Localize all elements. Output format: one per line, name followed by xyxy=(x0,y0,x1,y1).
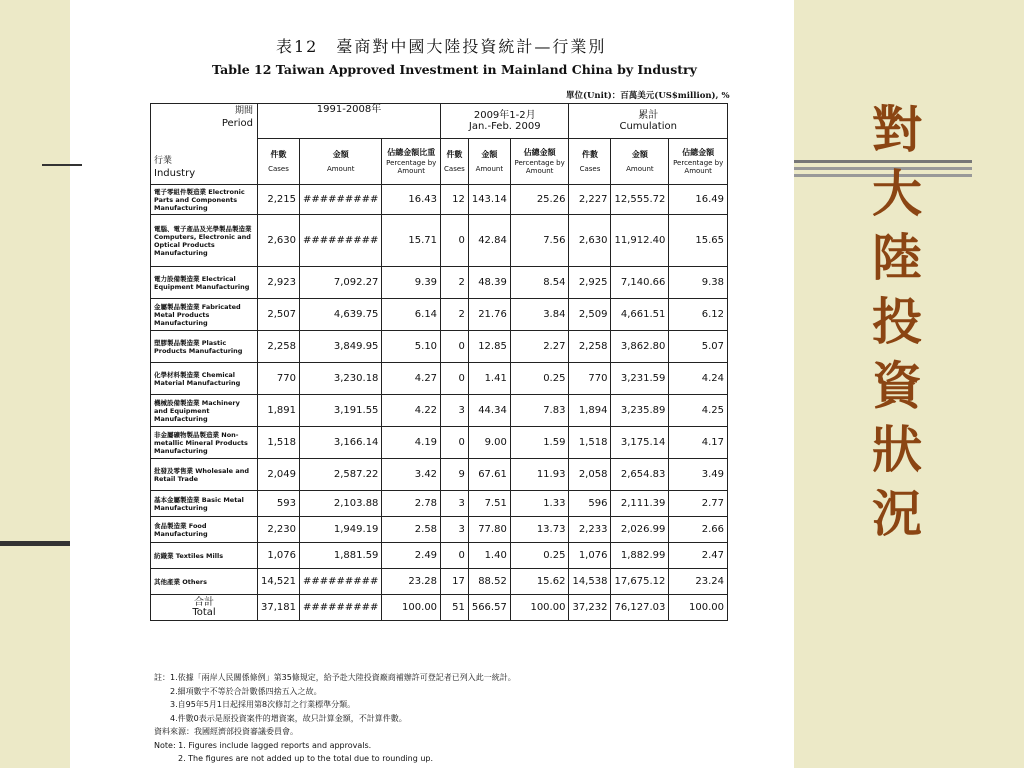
group-header-en: Cumulation xyxy=(619,121,677,132)
industry-cell: 化學材料製造業 Chemical Material Manufacturing xyxy=(151,363,258,395)
industry-cell: 批發及零售業 Wholesale and Retail Trade xyxy=(151,459,258,491)
value-cell: 2,049 xyxy=(258,459,300,491)
title-char: 資 xyxy=(872,356,922,415)
group-header xyxy=(258,104,441,139)
value-cell: 593 xyxy=(258,491,300,517)
group-header-en: Jan.-Feb. 2009 xyxy=(468,121,541,132)
value-cell: 1,891 xyxy=(258,395,300,427)
value-cell: 3 xyxy=(441,517,469,543)
value-cell: 1.59 xyxy=(510,427,569,459)
value-cell: 2.78 xyxy=(382,491,441,517)
value-cell: 14,521 xyxy=(258,569,300,595)
value-cell: 1,894 xyxy=(569,395,611,427)
total-value-cell: 566.57 xyxy=(468,595,510,621)
value-cell: 7.56 xyxy=(510,215,569,267)
left-decor-band xyxy=(0,0,70,768)
value-cell: 2,258 xyxy=(569,331,611,363)
value-cell: 23.28 xyxy=(382,569,441,595)
value-cell: 4,639.75 xyxy=(300,299,382,331)
value-cell: 25.26 xyxy=(510,185,569,215)
value-cell: 7.51 xyxy=(468,491,510,517)
note-line: 資料來源：我國經濟部投資審議委員會。 xyxy=(154,727,298,736)
value-cell: 2.66 xyxy=(669,517,728,543)
value-cell: 2,509 xyxy=(569,299,611,331)
unit-label: 單位(Unit)：百萬美元(US$million), % xyxy=(566,91,730,101)
value-cell: 2,923 xyxy=(258,267,300,299)
value-cell: 7.83 xyxy=(510,395,569,427)
value-cell: 88.52 xyxy=(468,569,510,595)
total-value-cell: 100.00 xyxy=(669,595,728,621)
table-row xyxy=(151,267,728,299)
value-cell: 7,140.66 xyxy=(611,267,669,299)
investment-table xyxy=(150,103,728,621)
subheader-cell: 佔總金額比重 Percentage by Amount xyxy=(382,139,441,185)
value-cell: 3,175.14 xyxy=(611,427,669,459)
value-cell: 3.49 xyxy=(669,459,728,491)
value-cell: 3,235.89 xyxy=(611,395,669,427)
value-cell: 2,654.83 xyxy=(611,459,669,491)
subheader-cell: 金額 Amount xyxy=(300,139,382,185)
table-row xyxy=(151,363,728,395)
value-cell: 3,849.95 xyxy=(300,331,382,363)
industry-cell: 食品製造業 Food Manufacturing xyxy=(151,517,258,543)
title-char: 大 xyxy=(872,164,922,223)
value-cell: 4,661.51 xyxy=(611,299,669,331)
value-cell: 0.25 xyxy=(510,543,569,569)
value-cell: 9 xyxy=(441,459,469,491)
value-cell: 9.00 xyxy=(468,427,510,459)
industry-cell: 電子零組件製造業 Electronic Parts and Components Manufacturing xyxy=(151,185,258,215)
industry-cell: 紡織業 Textiles Mills xyxy=(151,543,258,569)
subheader-cell: 金額 Amount xyxy=(611,139,669,185)
value-cell: 2,587.22 xyxy=(300,459,382,491)
value-cell: 15.65 xyxy=(669,215,728,267)
table-row xyxy=(151,543,728,569)
note-line: 2. The figures are not added up to the total due to rounding up. xyxy=(154,754,434,763)
value-cell: 12,555.72 xyxy=(611,185,669,215)
value-cell: 1,518 xyxy=(258,427,300,459)
value-cell: 8.54 xyxy=(510,267,569,299)
value-cell: 3,230.18 xyxy=(300,363,382,395)
corner-header xyxy=(151,104,258,185)
value-cell: 2,925 xyxy=(569,267,611,299)
value-cell: 1,518 xyxy=(569,427,611,459)
value-cell: 4.24 xyxy=(669,363,728,395)
title-char: 況 xyxy=(872,484,922,543)
table-row xyxy=(151,215,728,267)
value-cell: 67.61 xyxy=(468,459,510,491)
value-cell: 770 xyxy=(569,363,611,395)
value-cell: 1.41 xyxy=(468,363,510,395)
title-char: 對 xyxy=(872,100,922,159)
table-title-chinese: 表12 臺商對中國大陸投資統計—行業別 xyxy=(276,37,607,56)
value-cell: 0 xyxy=(441,543,469,569)
note-line: 4.件數0表示是原投資案件的增資案，故只計算金額，不計算件數。 xyxy=(154,713,407,723)
value-cell: 4.25 xyxy=(669,395,728,427)
total-row xyxy=(151,595,728,621)
group-header-cn: 2009年1-2月 xyxy=(473,110,536,121)
table-row xyxy=(151,395,728,427)
value-cell: 3,862.80 xyxy=(611,331,669,363)
table-row xyxy=(151,459,728,491)
value-cell: 1,076 xyxy=(569,543,611,569)
value-cell: 2,630 xyxy=(569,215,611,267)
value-cell: 2,058 xyxy=(569,459,611,491)
subheader-cell: 件數 Cases xyxy=(258,139,300,185)
value-cell: 2,026.99 xyxy=(611,517,669,543)
group-header-cn: 1991-2008年 xyxy=(316,104,382,115)
total-value-cell: ######### xyxy=(300,595,382,621)
industry-cell: 其他產業 Others xyxy=(151,569,258,595)
value-cell: 2 xyxy=(441,267,469,299)
note-line: 2.細項數字不等於合計數係四捨五入之故。 xyxy=(154,686,322,696)
value-cell: 770 xyxy=(258,363,300,395)
value-cell: 0 xyxy=(441,427,469,459)
value-cell: ######### xyxy=(300,569,382,595)
total-value-cell: 100.00 xyxy=(510,595,569,621)
value-cell: 3 xyxy=(441,491,469,517)
value-cell: 12 xyxy=(441,185,469,215)
value-cell: 1,076 xyxy=(258,543,300,569)
value-cell: 3.84 xyxy=(510,299,569,331)
value-cell: 2.47 xyxy=(669,543,728,569)
value-cell: 11.93 xyxy=(510,459,569,491)
value-cell: 3,166.14 xyxy=(300,427,382,459)
industry-cell: 電腦、電子產品及光學製品製造業 Computers, Electronic and Optical Products Manufacturing xyxy=(151,215,258,267)
industry-cell: 機械設備製造業 Machinery and Equipment Manufacturing xyxy=(151,395,258,427)
value-cell: 4.22 xyxy=(382,395,441,427)
value-cell: 21.76 xyxy=(468,299,510,331)
total-label-cn: 合計 xyxy=(194,596,214,608)
table-row xyxy=(151,517,728,543)
industry-cell: 塑膠製品製造業 Plastic Products Manufacturing xyxy=(151,331,258,363)
group-header-cn: 累計 xyxy=(638,110,659,121)
subheader-cell: 佔總金額 Percentage by Amount xyxy=(510,139,569,185)
value-cell: 48.39 xyxy=(468,267,510,299)
total-value-cell: 37,232 xyxy=(569,595,611,621)
value-cell: ######### xyxy=(300,215,382,267)
subheader-cell: 件數 Cases xyxy=(569,139,611,185)
table-row xyxy=(151,299,728,331)
value-cell: 77.80 xyxy=(468,517,510,543)
value-cell: ######### xyxy=(300,185,382,215)
title-char: 陸 xyxy=(872,228,922,287)
value-cell: 16.49 xyxy=(669,185,728,215)
total-label xyxy=(151,595,258,621)
document-image xyxy=(86,0,792,768)
table-row xyxy=(151,427,728,459)
value-cell: 13.73 xyxy=(510,517,569,543)
value-cell: 596 xyxy=(569,491,611,517)
value-cell: 11,912.40 xyxy=(611,215,669,267)
value-cell: 2,111.39 xyxy=(611,491,669,517)
value-cell: 12.85 xyxy=(468,331,510,363)
value-cell: 2,103.88 xyxy=(300,491,382,517)
title-char: 投 xyxy=(872,292,922,351)
value-cell: 6.14 xyxy=(382,299,441,331)
value-cell: 4.27 xyxy=(382,363,441,395)
value-cell: 2,227 xyxy=(569,185,611,215)
corner-period-cn: 期間 xyxy=(234,106,253,116)
value-cell: 0.25 xyxy=(510,363,569,395)
value-cell: 7,092.27 xyxy=(300,267,382,299)
value-cell: 0 xyxy=(441,331,469,363)
value-cell: 3.42 xyxy=(382,459,441,491)
corner-industry-en: Industry xyxy=(154,168,196,179)
left-decor-bar xyxy=(0,541,70,546)
value-cell: 1.33 xyxy=(510,491,569,517)
value-cell: 3,191.55 xyxy=(300,395,382,427)
value-cell: 3,231.59 xyxy=(611,363,669,395)
value-cell: 15.62 xyxy=(510,569,569,595)
note-line: Note: 1. Figures include lagged reports and approvals. xyxy=(154,740,372,750)
value-cell: 2.49 xyxy=(382,543,441,569)
table-row xyxy=(151,331,728,363)
industry-cell: 非金屬礦物製品製造業 Non-metallic Mineral Products Manufacturing xyxy=(151,427,258,459)
value-cell: 143.14 xyxy=(468,185,510,215)
group-header xyxy=(441,104,569,139)
value-cell: 5.07 xyxy=(669,331,728,363)
total-value-cell: 100.00 xyxy=(382,595,441,621)
value-cell: 15.71 xyxy=(382,215,441,267)
value-cell: 44.34 xyxy=(468,395,510,427)
value-cell: 2 xyxy=(441,299,469,331)
slide-title-vertical xyxy=(862,98,932,546)
value-cell: 9.39 xyxy=(382,267,441,299)
value-cell: 1.40 xyxy=(468,543,510,569)
subheader-cell: 金額 Amount xyxy=(468,139,510,185)
value-cell: 17,675.12 xyxy=(611,569,669,595)
value-cell: 0 xyxy=(441,215,469,267)
value-cell: 0 xyxy=(441,363,469,395)
value-cell: 23.24 xyxy=(669,569,728,595)
value-cell: 1,881.59 xyxy=(300,543,382,569)
table-row xyxy=(151,491,728,517)
value-cell: 2,215 xyxy=(258,185,300,215)
value-cell: 2.77 xyxy=(669,491,728,517)
value-cell: 2,630 xyxy=(258,215,300,267)
value-cell: 42.84 xyxy=(468,215,510,267)
value-cell: 5.10 xyxy=(382,331,441,363)
left-decor-line xyxy=(42,164,82,166)
corner-period-en: Period xyxy=(221,118,253,129)
note-line: 3.自95年5月1日起採用第8次修訂之行業標準分類。 xyxy=(154,700,356,709)
table-title-english: Table 12 Taiwan Approved Investment in Mainland China by Industry xyxy=(212,62,697,77)
value-cell: 2.58 xyxy=(382,517,441,543)
value-cell: 2.27 xyxy=(510,331,569,363)
value-cell: 2,233 xyxy=(569,517,611,543)
value-cell: 2,230 xyxy=(258,517,300,543)
value-cell: 2,507 xyxy=(258,299,300,331)
title-char: 狀 xyxy=(872,420,922,479)
value-cell: 4.17 xyxy=(669,427,728,459)
total-value-cell: 51 xyxy=(441,595,469,621)
value-cell: 4.19 xyxy=(382,427,441,459)
table-row xyxy=(151,569,728,595)
group-header xyxy=(569,104,728,139)
footnotes xyxy=(154,671,754,766)
value-cell: 16.43 xyxy=(382,185,441,215)
subheader-cell: 佔總金額 Percentage by Amount xyxy=(669,139,728,185)
value-cell: 2,258 xyxy=(258,331,300,363)
value-cell: 17 xyxy=(441,569,469,595)
industry-cell: 金屬製品製造業 Fabricated Metal Products Manufacturing xyxy=(151,299,258,331)
corner-industry-cn: 行業 xyxy=(154,156,173,166)
value-cell: 6.12 xyxy=(669,299,728,331)
industry-cell: 電力設備製造業 Electrical Equipment Manufacturing xyxy=(151,267,258,299)
total-label-en: Total xyxy=(192,606,216,618)
value-cell: 1,882.99 xyxy=(611,543,669,569)
value-cell: 1,949.19 xyxy=(300,517,382,543)
value-cell: 14,538 xyxy=(569,569,611,595)
table-row xyxy=(151,185,728,215)
subheader-cell: 件數 Cases xyxy=(441,139,469,185)
total-value-cell: 37,181 xyxy=(258,595,300,621)
industry-cell: 基本金屬製造業 Basic Metal Manufacturing xyxy=(151,491,258,517)
note-line: 註：1.依據「兩岸人民關係條例」第35條規定，給予赴大陸投資廠商補辦許可登記者已列入此一統計。 xyxy=(154,673,516,682)
value-cell: 9.38 xyxy=(669,267,728,299)
value-cell: 3 xyxy=(441,395,469,427)
total-value-cell: 76,127.03 xyxy=(611,595,669,621)
